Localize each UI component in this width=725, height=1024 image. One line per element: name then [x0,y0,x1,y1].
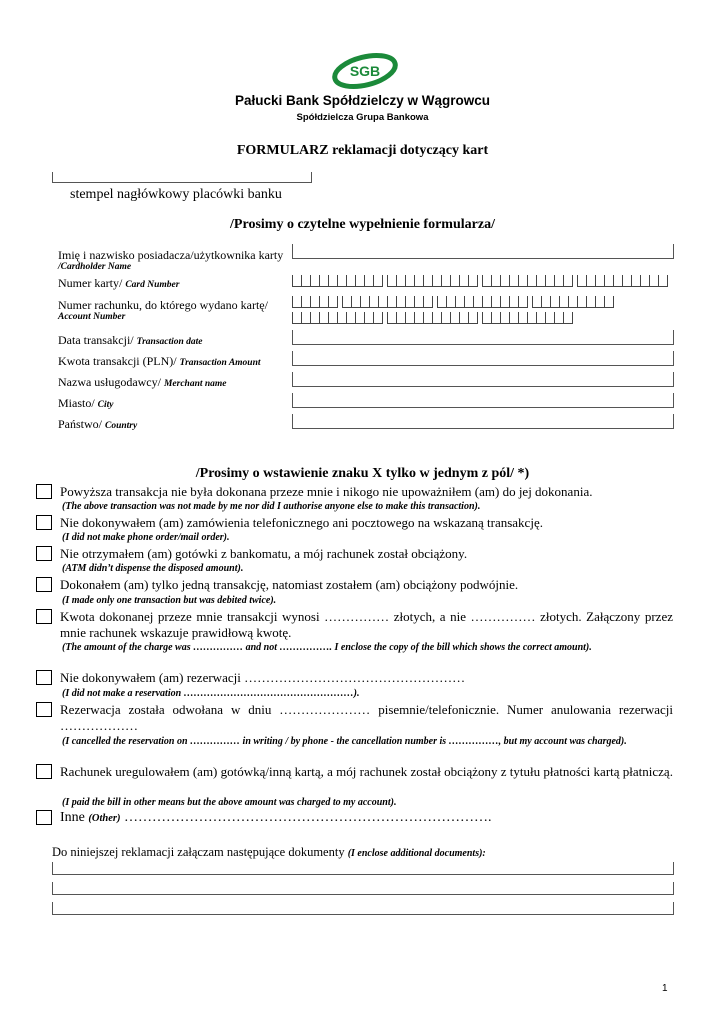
merchant-name-label: Nazwa usługodawcy/ Merchant name [58,375,227,389]
option-8-text: Rachunek uregulowałem (am) gotówką/inną kartą, a mój rachunek został obciążony z tytułu płatności kartą płatniczą. [60,764,673,779]
account-number-field[interactable] [292,296,618,324]
document-line-2[interactable] [52,882,674,895]
stamp-label: stempel nagłówkowy placówki banku [70,187,282,202]
documents-label-en: (I enclose additional documents): [347,848,486,859]
option-1-text-en: (The above transaction was not made by me nor did I authorise anyone else to make this transaction). [62,501,481,512]
country-field[interactable] [292,414,674,429]
option-2-text: Nie dokonywałem (am) zamówienia telefonicznego ani pocztowego na wskazaną transakcję. [60,515,543,530]
documents-label: Do niniejszej reklamacji załączam następujące dokumenty (I enclose additional documents): [52,845,486,859]
option-5-text-en: (The amount of the charge was …………… and not ……………. I enclose the copy of the bill which shows the correct amount). [62,642,592,653]
transaction-amount-field[interactable] [292,351,674,366]
merchant-name-field[interactable] [292,372,674,387]
option-9-dots: ……………………………………………………………………. [123,810,492,825]
transaction-date-label: Data transakcji/ Transaction date [58,333,203,347]
option-6-text-en: (I did not make a reservation ……………………………………………). [62,688,360,699]
option-4-checkbox[interactable] [36,577,52,592]
option-6-checkbox[interactable] [36,670,52,685]
form-title: FORMULARZ reklamacji dotyczący kart [236,143,489,158]
country-label: Państwo/ Country [58,417,138,431]
option-5-checkbox[interactable] [36,609,52,624]
logo-text: SGB [349,63,381,79]
fill-instruction: /Prosimy o czytelne wypełnienie formularza/ [230,217,495,232]
transaction-amount-label: Kwota transakcji (PLN)/ Transaction Amount [58,354,261,368]
sgb-logo [330,50,400,92]
option-9-text-en: (Other) [88,813,121,824]
option-3-checkbox[interactable] [36,546,52,561]
option-4-text-en: (I made only one transaction but was debited twice). [62,595,277,606]
city-field[interactable] [292,393,674,408]
stamp-box[interactable] [52,172,312,183]
transaction-date-field[interactable] [292,330,674,345]
option-3-text: Nie otrzymałem (am) gotówki z bankomatu, a mój rachunek został obciążony. [60,546,468,561]
account-number-label: Numer rachunku, do którego wydano kartę/ [58,298,268,312]
option-2-text-en: (I did not make phone order/mail order). [62,532,230,543]
option-2-checkbox[interactable] [36,515,52,530]
option-6-text: Nie dokonywałem (am) rezerwacji …………………………………………… [60,670,466,685]
bank-name: Pałucki Bank Spółdzielczy w Wągrowcu [234,93,491,108]
option-1-text: Powyższa transakcja nie była dokonana przeze mnie i nikogo nie upoważniłem (am) do jej dokonania. [60,484,593,499]
option-4-text: Dokonałem (am) tylko jedną transakcję, natomiast zostałem (am) obciążony podwójnie. [60,577,519,592]
card-number-label-en: Card Number [125,280,180,290]
merchant-name-label-en: Merchant name [163,379,227,389]
document-line-3[interactable] [52,902,674,915]
city-label: Miasto/ City [58,396,114,410]
document-line-1[interactable] [52,862,674,875]
option-9-text: Inne (Other) ……………………………………………………………………. [60,810,492,825]
page-number: 1 [662,983,668,994]
option-7-text: Rezerwacja została odwołana w dniu ………………… pisemnie/telefonicznie. Numer anulowania rezerwacji ……………… [60,702,673,733]
option-1-checkbox[interactable] [36,484,52,499]
option-8-checkbox[interactable] [36,764,52,779]
holder-name-label-en: /Cardholder Name [58,262,132,272]
option-9-checkbox[interactable] [36,810,52,825]
bank-group: Spółdzielcza Grupa Bankowa [296,112,429,123]
account-number-label-en: Account Number [58,312,126,322]
city-label-en: City [97,400,114,410]
holder-name-field[interactable] [292,244,674,259]
country-label-en: Country [105,421,138,431]
mark-instruction: /Prosimy o wstawienie znaku X tylko w jednym z pól/ *) [195,466,530,481]
transaction-date-label-en: Transaction date [136,337,203,347]
holder-name-label: Imię i nazwisko posiadacza/użytkownika karty [58,248,284,262]
option-7-checkbox[interactable] [36,702,52,717]
card-number-label: Numer karty/ Card Number [58,276,180,290]
option-3-text-en: (ATM didn’t dispense the disposed amount). [62,563,244,574]
card-number-field[interactable] [292,275,672,287]
option-5-text: Kwota dokonanej przeze mnie transakcji wynosi …………… złotych, a nie …………… złotych. Załączony przez mnie rachunek wskazuje prawidłową kwotę. [60,609,673,640]
option-7-text-en: (I cancelled the reservation on …………… in writing / by phone - the cancellation number is ……………, but my account was charged). [62,736,627,747]
option-8-text-en: (I paid the bill in other means but the above amount was charged to my account). [62,797,397,808]
transaction-amount-label-en: Transaction Amount [179,358,261,368]
